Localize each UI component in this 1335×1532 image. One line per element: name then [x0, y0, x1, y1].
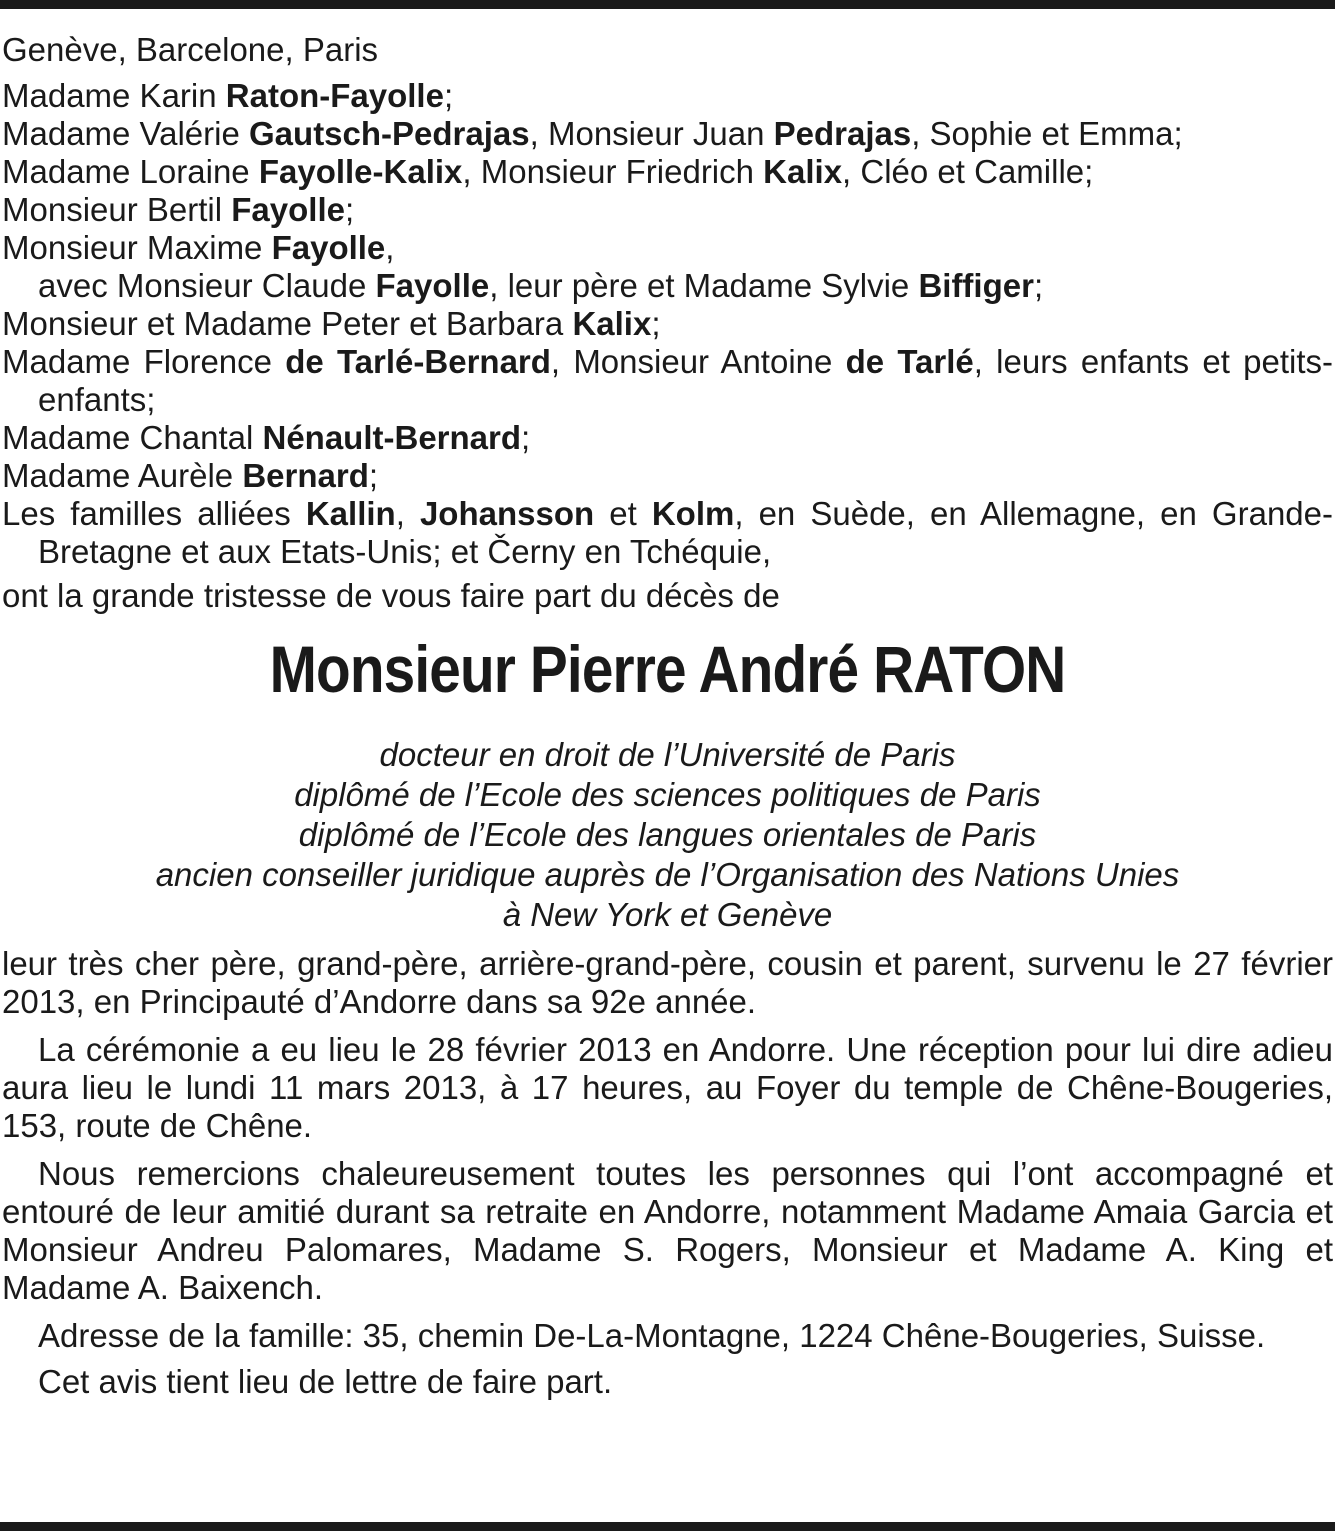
family-list: [2, 77, 1333, 571]
obituary-notice: [2, 31, 1333, 1409]
family-member-line: Madame Valérie Gautsch-Pedrajas, Monsieur Juan Pedrajas, Sophie et Emma;: [2, 115, 1183, 152]
top-rule: [0, 0, 1335, 9]
family-member-line: Madame Florence de Tarlé-Bernard, Monsieur Antoine de Tarlé, leurs enfants et petits-enfants;: [2, 343, 1333, 418]
family-surname: Fayolle: [375, 267, 490, 304]
family-surname: Fayolle: [271, 229, 386, 266]
title-line: diplômé de l’Ecole des sciences politiques de Paris: [294, 776, 1041, 813]
family-surname: Nénault-Bernard: [262, 419, 522, 456]
family-surname: Kallin: [305, 495, 396, 532]
family-member-line: Madame Chantal Nénault-Bernard;: [2, 419, 531, 456]
title-line: diplômé de l’Ecole des langues orientales de Paris: [298, 816, 1037, 853]
deceased-titles: [2, 735, 1333, 935]
title-line: ancien conseiller juridique auprès de l’Organisation des Nations Unies: [155, 856, 1180, 893]
family-member-line: Madame Karin Raton-Fayolle;: [2, 77, 454, 114]
title-line: à New York et Genève: [502, 896, 833, 933]
family-surname: Fayolle-Kalix: [258, 153, 463, 190]
family-member-line: Les familles alliées Kallin, Johansson et Kolm, en Suède, en Allemagne, en Grande-Bretagne et aux Etats-Unis; et Černy en Tchéquie,: [2, 495, 1333, 570]
family-surname: de Tarlé-Bernard: [285, 343, 551, 380]
family-surname: Bernard: [242, 457, 369, 494]
family-member-line: Madame Loraine Fayolle-Kalix, Monsieur Friedrich Kalix, Cléo et Camille;: [2, 153, 1094, 190]
family-surname: Raton-Fayolle: [225, 77, 444, 114]
family-surname: de Tarlé: [845, 343, 974, 380]
family-address: Adresse de la famille: 35, chemin De-La-Montagne, 1224 Chêne-Bougeries, Suisse.: [38, 1317, 1266, 1354]
family-member-line: Monsieur et Madame Peter et Barbara Kalix;: [2, 305, 661, 342]
family-surname: Fayolle: [231, 191, 345, 228]
family-member-line: avec Monsieur Claude Fayolle, leur père et Madame Sylvie Biffiger;: [38, 267, 1044, 304]
family-surname: Kolm: [651, 495, 735, 532]
thanks-paragraph: Nous remercions chaleureusement toutes les personnes qui l’ont accompagné et entouré de leur amitié durant sa retraite en Andorre, notamment Madame Amaia Garcia et Monsieur Andreu Palomares, Madame S. Rogers, Monsieur et Madame A. King et Madame A. Baixench.: [2, 1155, 1333, 1306]
family-surname: Kalix: [763, 153, 843, 190]
family-surname: Kalix: [572, 305, 652, 342]
relation-paragraph: leur très cher père, grand-père, arrière-grand-père, cousin et parent, survenu le 27 février 2013, en Principauté d’Andorre dans sa 92e année.: [2, 945, 1333, 1020]
family-member-line: Monsieur Bertil Fayolle;: [2, 191, 355, 228]
bottom-rule: [0, 1522, 1335, 1531]
family-member-line: Monsieur Maxime Fayolle,: [2, 229, 395, 266]
family-member-line: Madame Aurèle Bernard;: [2, 457, 379, 494]
ceremony-paragraph: La cérémonie a eu lieu le 28 février 2013 en Andorre. Une réception pour lui dire adieu aura lieu le lundi 11 mars 2013, à 17 heures, au Foyer du temple de Chêne-Bougeries, 153, route de Chêne.: [2, 1031, 1333, 1144]
family-surname: Johansson: [419, 495, 595, 532]
title-line: docteur en droit de l’Université de Paris: [379, 736, 956, 773]
closing-line: Cet avis tient lieu de lettre de faire part.: [38, 1363, 613, 1400]
family-surname: Pedrajas: [773, 115, 912, 152]
deceased-name: Monsieur Pierre André RATON: [269, 632, 1066, 706]
family-surname: Gautsch-Pedrajas: [249, 115, 530, 152]
family-surname: Biffiger: [918, 267, 1034, 304]
place-line: Genève, Barcelone, Paris: [2, 31, 379, 68]
intro-line: ont la grande tristesse de vous faire part du décès de: [2, 577, 780, 614]
